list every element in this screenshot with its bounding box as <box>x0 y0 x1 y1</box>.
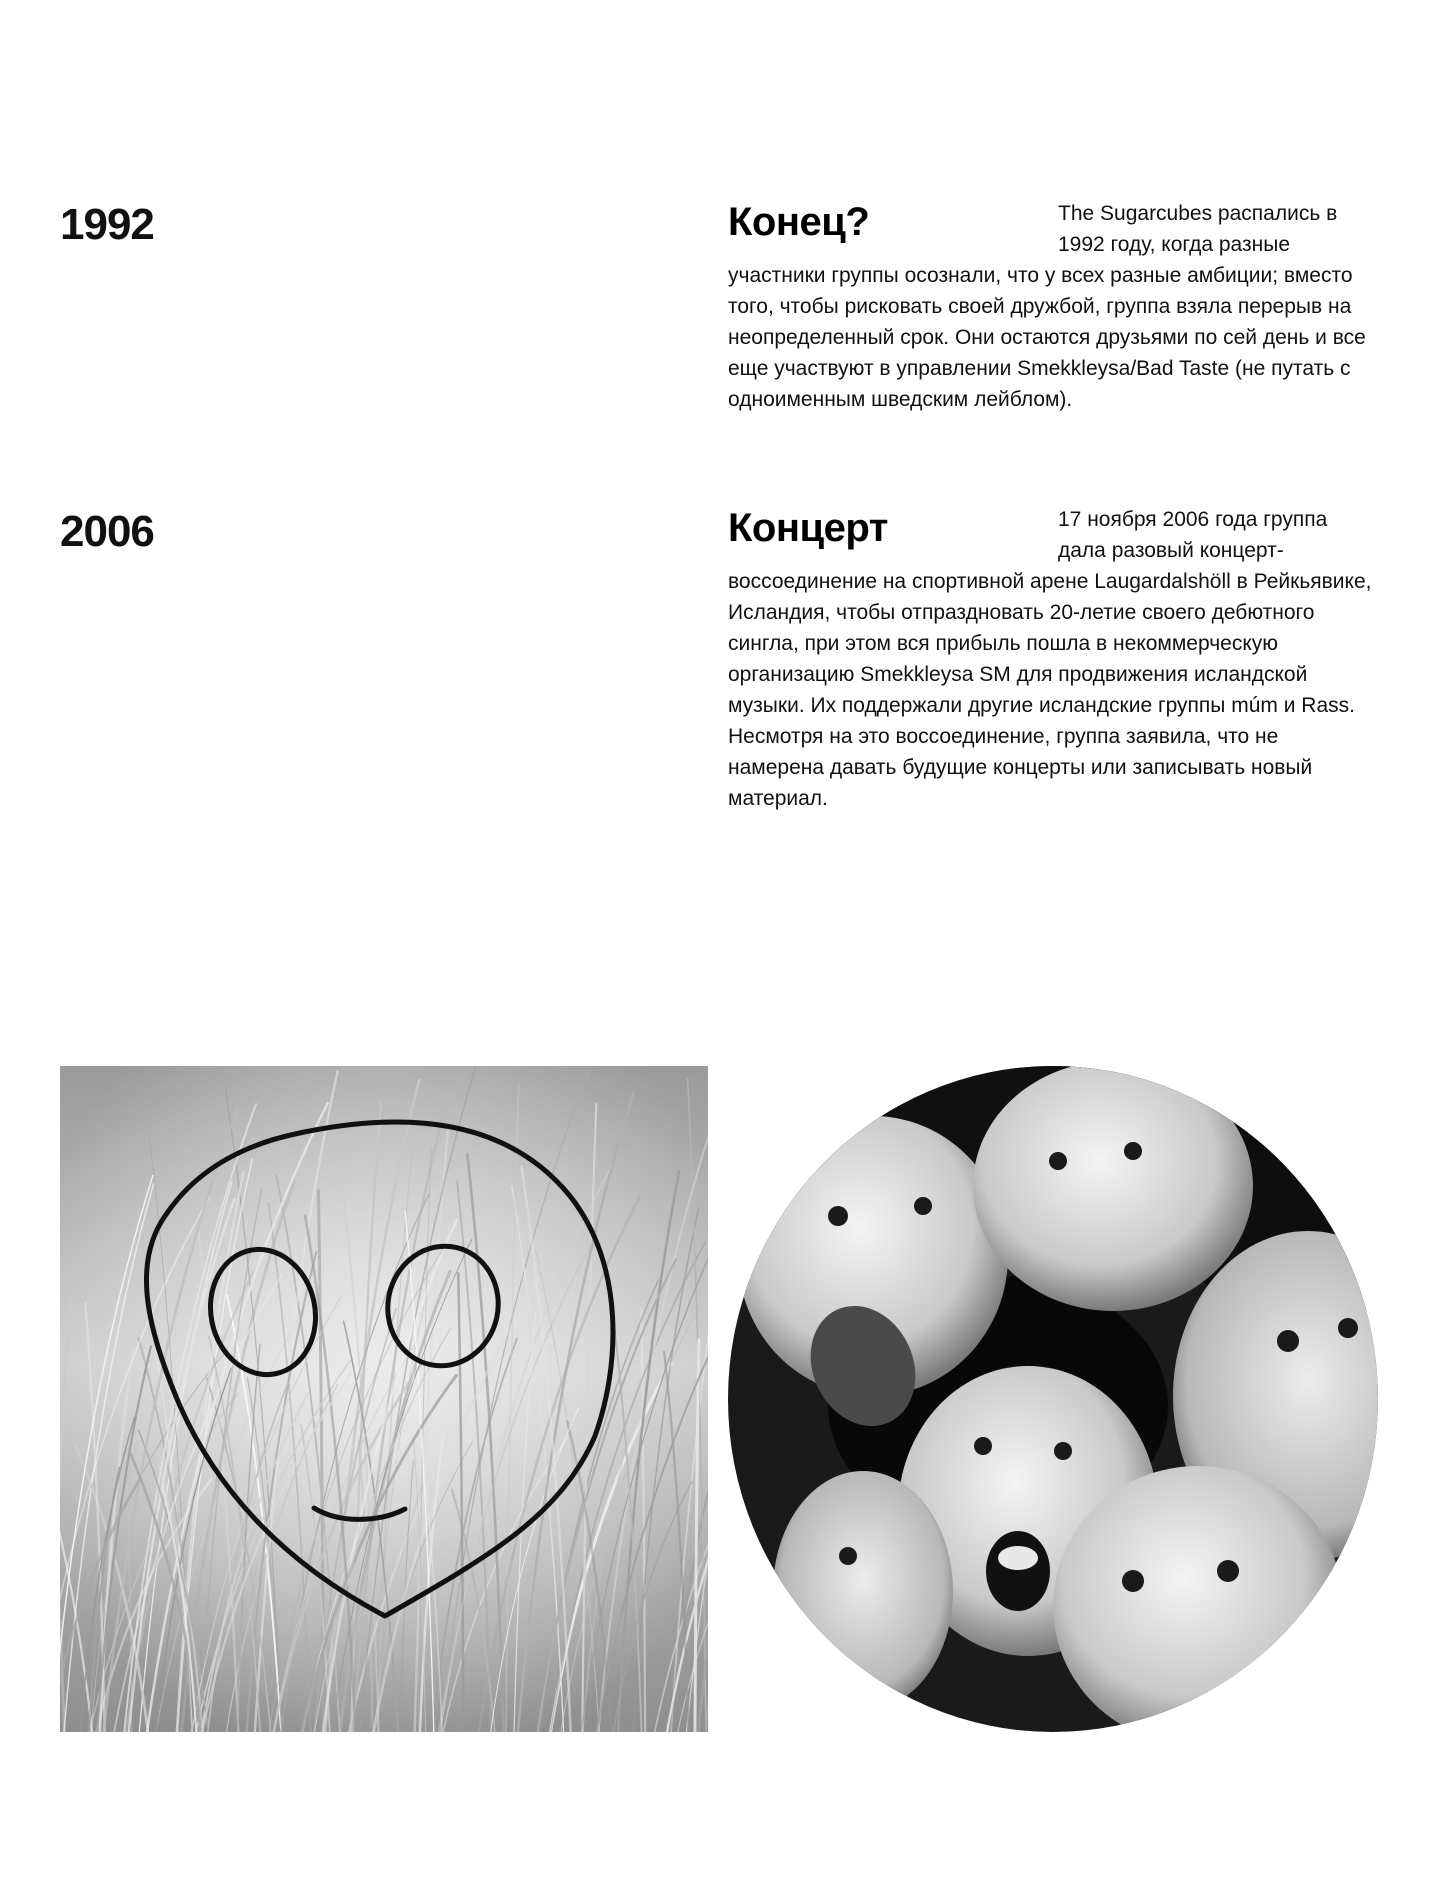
band-photo <box>728 1066 1378 1732</box>
entry-title: Конец? <box>728 200 870 244</box>
entry-body: The Sugarcubes распались в 1992 году, когда разные участники группы осознали, что у всех разные амбиции; вместо того, чтобы рисковать своей дружбой, группа взяла перерыв на неопределенный срок. Они остаются друзьями по сей день и все еще участвуют в управлении Smekkleysa/Bad Taste (не путать с одноименным шведским лейблом). <box>728 202 1366 411</box>
year-1992: 1992 <box>60 200 154 249</box>
year-2006: 2006 <box>60 507 154 556</box>
grass-photo <box>60 1066 708 1732</box>
entry-body: 17 ноября 2006 года группа дала разовый концерт-воссоединение на спортивной арене Laugardalshöll в Рейкьявике, Исландия, чтобы отпраздновать 20-летие своего дебютного сингла, при этом вся прибыль пошла в некоммерческую организацию Smekkleysa SM для продвижения исландской музыки. Их поддержали другие исландские группы múm и Rass. Несмотря на это воссоединение, группа заявила, что не намерена давать будущие концерты или записывать новый материал. <box>728 508 1372 810</box>
face-top-center <box>973 1066 1253 1311</box>
entry-title: Концерт <box>728 506 888 550</box>
timeline-entry-2006 <box>728 504 1378 814</box>
band-photo-circle <box>728 1066 1378 1732</box>
face-bottom-left <box>773 1471 953 1711</box>
grass-alien-illustration <box>60 1066 708 1732</box>
timeline-entry-1992 <box>728 198 1378 415</box>
